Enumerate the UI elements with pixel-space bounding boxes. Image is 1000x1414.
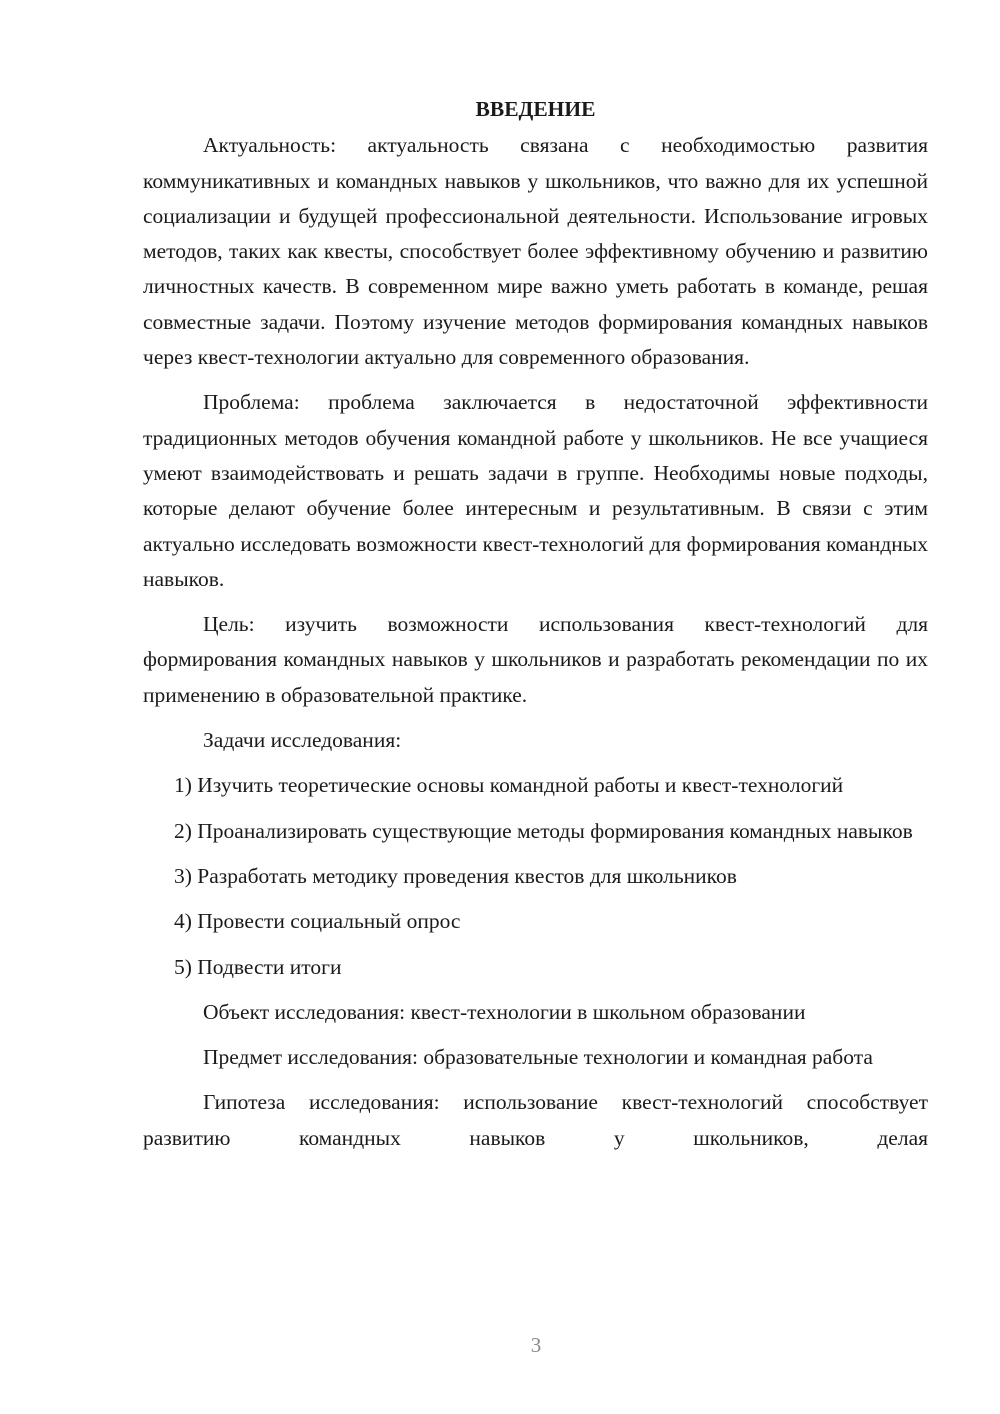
paragraph-relevance: Актуальность: актуальность связана с необходимостью развития коммуникативных и командных навыков у школьников, что важно для их успешной социализации и будущей профессиональной деятельности. Использование игровых методов, таких как квесты, способствует более эффективному обучению и развитию личностных качеств. В современном мире важно уметь работать в команде, решая совместные задачи. Поэтому изучение методов формирования командных навыков через квест-технологии актуально для современного образования.: [143, 133, 928, 370]
section-title: ВВЕДЕНИЕ: [475, 97, 596, 121]
task-item-5: 5) Подвести итоги: [174, 954, 342, 979]
paragraph-subject: Предмет исследования: образовательные технологии и командная работа: [203, 1045, 873, 1070]
paragraph-object: Объект исследования: квест-технологии в школьном образовании: [203, 999, 806, 1024]
page-number: 3: [530, 1333, 542, 1357]
task-item-2: 2) Проанализировать существующие методы формирования командных навыков: [174, 818, 913, 843]
document-body: [143, 92, 928, 1156]
paragraph-problem: Проблема: проблема заключается в недостаточной эффективности традиционных методов обучения командной работе у школьников. Не все учащиеся умеют взаимодействовать и решать задачи в группе. Необходимы новые подходы, которые делают обучение более интересным и результативным. В связи с этим актуально исследовать возможности квест-технологий для формирования командных навыков.: [143, 390, 928, 591]
task-item-4: 4) Провести социальный опрос: [174, 909, 461, 934]
tasks-heading: Задачи исследования:: [203, 728, 402, 753]
paragraph-hypothesis: Гипотеза исследования: использование квест-технологий способствует развитию командных навыков у школьников, делая: [143, 1090, 928, 1150]
task-item-3: 3) Разработать методику проведения квестов для школьников: [174, 863, 737, 888]
paragraph-goal: Цель: изучить возможности использования квест-технологий для формирования командных навыков у школьников и разработать рекомендации по их применению в образовательной практике.: [143, 612, 928, 707]
task-item-1: 1) Изучить теоретические основы командной работы и квест-технологий: [174, 773, 844, 798]
